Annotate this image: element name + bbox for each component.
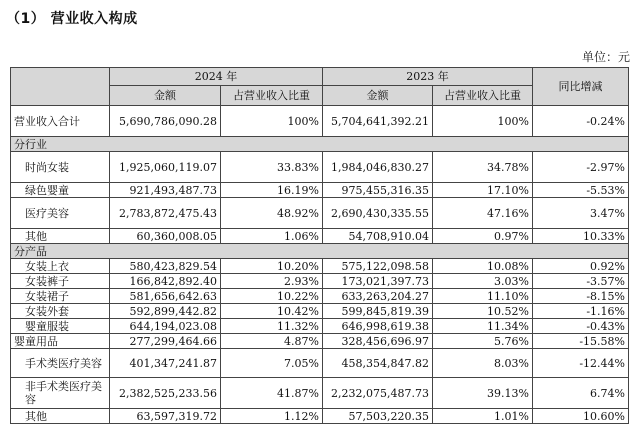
table-row [11,349,629,378]
table-row [11,319,629,334]
amount-2024: 580,423,829.54 [110,259,221,274]
row-label: 女装外套 [11,304,110,319]
row-label: 绿色婴童 [11,183,110,198]
share-2024: 10.20% [221,259,323,274]
header-yoy: 同比增减 [533,68,629,106]
row-label: 医疗美容 [11,198,110,229]
section-label-industry: 分行业 [11,137,629,152]
amount-2024: 2,382,525,233.56 [110,378,221,409]
table-row [11,229,629,244]
section-label-product: 分产品 [11,244,629,259]
share-2023: 0.97% [433,229,533,244]
yoy-change: 10.33% [533,229,629,244]
share-2024: 16.19% [221,183,323,198]
row-label: 婴童服装 [11,319,110,334]
share-2023: 11.10% [433,289,533,304]
header-share-2023: 占营业收入比重 [433,86,533,106]
amount-2024: 1,925,060,119.07 [110,152,221,183]
table-row [11,198,629,229]
row-label: 营业收入合计 [11,106,110,137]
share-2024: 1.06% [221,229,323,244]
amount-2023: 2,690,430,335.55 [323,198,433,229]
amount-2023: 328,456,696.97 [323,334,433,349]
table-row [11,289,629,304]
row-label: 时尚女装 [11,152,110,183]
header-share-2024: 占营业收入比重 [221,86,323,106]
yoy-change: -2.97% [533,152,629,183]
amount-2023: 57,503,220.35 [323,409,433,424]
amount-2023: 458,354,847.82 [323,349,433,378]
share-2024: 100% [221,106,323,137]
header-2023: 2023 年 [323,68,533,86]
yoy-change: 3.47% [533,198,629,229]
share-2023: 34.78% [433,152,533,183]
table-row [11,409,629,424]
share-2024: 7.05% [221,349,323,378]
row-label: 手术类医疗美容 [11,349,110,378]
amount-2023: 599,845,819.39 [323,304,433,319]
table-row [11,183,629,198]
yoy-change: 0.92% [533,259,629,274]
amount-2024: 5,690,786,090.28 [110,106,221,137]
table-row [11,378,629,409]
share-2024: 33.83% [221,152,323,183]
header-2024: 2024 年 [110,68,323,86]
header-blank-cell [11,68,110,106]
section-row-product [11,244,629,259]
share-2023: 1.01% [433,409,533,424]
amount-2024: 277,299,464.66 [110,334,221,349]
share-2024: 11.32% [221,319,323,334]
amount-2024: 63,597,319.72 [110,409,221,424]
row-label: 女装裙子 [11,289,110,304]
share-2023: 10.08% [433,259,533,274]
header-row-years [11,68,629,86]
share-2023: 5.76% [433,334,533,349]
amount-2023: 1,984,046,830.27 [323,152,433,183]
yoy-change: -0.43% [533,319,629,334]
row-label: 其他 [11,409,110,424]
unit-label: 单位：元 [581,50,630,64]
share-2024: 10.22% [221,289,323,304]
amount-2024: 644,194,023.08 [110,319,221,334]
section-row-industry [11,137,629,152]
amount-2023: 975,455,316.35 [323,183,433,198]
amount-2024: 60,360,008.05 [110,229,221,244]
amount-2024: 401,347,241.87 [110,349,221,378]
amount-2023: 633,263,204.27 [323,289,433,304]
table-row [11,334,629,349]
yoy-change: -0.24% [533,106,629,137]
share-2023: 8.03% [433,349,533,378]
yoy-change: -15.58% [533,334,629,349]
share-2024: 41.87% [221,378,323,409]
table-row [11,259,629,274]
yoy-change: 6.74% [533,378,629,409]
amount-2023: 646,998,619.38 [323,319,433,334]
table-row-total [11,106,629,137]
yoy-change: -12.44% [533,349,629,378]
row-label: 非手术类医疗美容 [11,378,110,409]
amount-2023: 54,708,910.04 [323,229,433,244]
row-label: 女装裤子 [11,274,110,289]
row-label: 其他 [11,229,110,244]
yoy-change: -8.15% [533,289,629,304]
amount-2024: 592,899,442.82 [110,304,221,319]
yoy-change: -5.53% [533,183,629,198]
amount-2024: 2,783,872,475.43 [110,198,221,229]
share-2023: 39.13% [433,378,533,409]
amount-2024: 166,842,892.40 [110,274,221,289]
share-2024: 10.42% [221,304,323,319]
yoy-change: -3.57% [533,274,629,289]
share-2024: 48.92% [221,198,323,229]
table-row [11,304,629,319]
share-2023: 3.03% [433,274,533,289]
header-amount-2024: 金额 [110,86,221,106]
share-2023: 47.16% [433,198,533,229]
table-row [11,152,629,183]
revenue-composition-table [10,67,629,424]
amount-2023: 173,021,397.73 [323,274,433,289]
section-heading: （1） 营业收入构成 [6,11,138,27]
row-label: 婴童用品 [11,334,110,349]
yoy-change: 10.60% [533,409,629,424]
amount-2024: 581,656,642.63 [110,289,221,304]
amount-2023: 575,122,098.58 [323,259,433,274]
header-amount-2023: 金额 [323,86,433,106]
yoy-change: -1.16% [533,304,629,319]
share-2024: 2.93% [221,274,323,289]
table-row [11,274,629,289]
share-2024: 1.12% [221,409,323,424]
amount-2023: 2,232,075,487.73 [323,378,433,409]
share-2023: 10.52% [433,304,533,319]
share-2023: 11.34% [433,319,533,334]
share-2024: 4.87% [221,334,323,349]
share-2023: 17.10% [433,183,533,198]
share-2023: 100% [433,106,533,137]
amount-2023: 5,704,641,392.21 [323,106,433,137]
row-label: 女装上衣 [11,259,110,274]
amount-2024: 921,493,487.73 [110,183,221,198]
